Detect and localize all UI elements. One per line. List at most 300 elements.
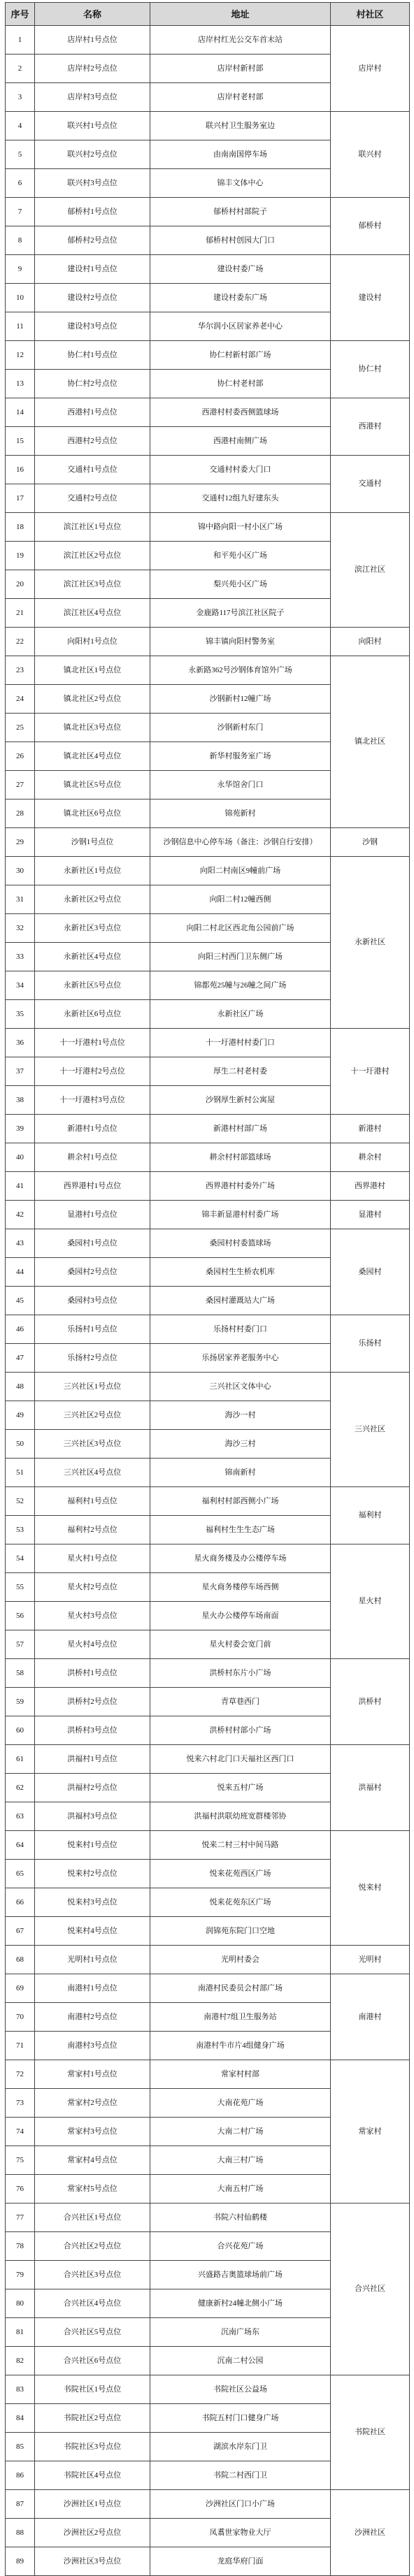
village-name: 悦来村 <box>331 1831 410 1946</box>
site-name: 三兴社区4号点位 <box>35 1459 150 1487</box>
site-name: 常家村1号点位 <box>35 2060 150 2089</box>
row-number: 14 <box>6 398 35 427</box>
site-name: 悦来村4号点位 <box>35 1917 150 1946</box>
village-name: 镇北社区 <box>331 656 410 828</box>
row-number: 89 <box>6 2547 35 2576</box>
table-body <box>6 26 410 2576</box>
site-name: 悦来村1号点位 <box>35 1831 150 1860</box>
site-address: 锦苑新村 <box>150 799 331 828</box>
site-address: 厚生二村老村委 <box>150 1057 331 1086</box>
row-number: 20 <box>6 570 35 599</box>
site-address: 由南南国停车场 <box>150 140 331 169</box>
village-name: 洪桥村 <box>331 1659 410 1745</box>
site-name: 沙钢1号点位 <box>35 828 150 857</box>
row-number: 6 <box>6 169 35 198</box>
village-name: 向阳村 <box>331 628 410 656</box>
site-name: 镇北社区4号点位 <box>35 742 150 771</box>
table-row <box>6 398 410 427</box>
site-address: 桑园村灌溉站大广场 <box>150 1287 331 1315</box>
site-name: 合兴社区2号点位 <box>35 2232 150 2261</box>
village-name: 沙钢 <box>331 828 410 857</box>
village-name: 星火村 <box>331 1544 410 1659</box>
site-name: 镇北社区3号点位 <box>35 714 150 742</box>
site-address: 向阳二村南区9幢前广场 <box>150 857 331 885</box>
row-number: 70 <box>6 2003 35 2032</box>
site-name: 郁桥村2号点位 <box>35 226 150 255</box>
village-name: 联兴村 <box>331 112 410 198</box>
site-address: 洪福村洪联幼班宽群楼邻协 <box>150 1802 331 1831</box>
row-number: 49 <box>6 1401 35 1430</box>
site-name: 新港村1号点位 <box>35 1115 150 1143</box>
table-row <box>6 1115 410 1143</box>
site-address: 润锦苑东院门口空地 <box>150 1917 331 1946</box>
site-address: 向阳二村12幢西侧 <box>150 885 331 914</box>
village-name: 交通村 <box>331 456 410 513</box>
row-number: 65 <box>6 1860 35 1888</box>
row-number: 74 <box>6 2118 35 2146</box>
row-number: 19 <box>6 542 35 570</box>
row-number: 67 <box>6 1917 35 1946</box>
site-address: 郁桥村村创园大门口 <box>150 226 331 255</box>
site-name: 联兴村2号点位 <box>35 140 150 169</box>
table-row <box>6 26 410 55</box>
site-address: 协仁村老村部 <box>150 370 331 398</box>
village-name: 滨江社区 <box>331 513 410 628</box>
site-name: 书院社区4号点位 <box>35 2461 150 2490</box>
site-name: 合兴社区3号点位 <box>35 2261 150 2289</box>
row-number: 63 <box>6 1802 35 1831</box>
site-address: 交通村12组九好建东头 <box>150 484 331 513</box>
row-number: 54 <box>6 1544 35 1573</box>
site-address: 沙洲社区门口小广场 <box>150 2490 331 2519</box>
table-row <box>6 1029 410 1057</box>
table-row <box>6 656 410 685</box>
header-name: 名称 <box>35 3 150 26</box>
row-number: 78 <box>6 2232 35 2261</box>
row-number: 68 <box>6 1946 35 1974</box>
village-name: 合兴社区 <box>331 2204 410 2375</box>
site-name: 三兴社区1号点位 <box>35 1373 150 1401</box>
site-address: 新华村服务室广场 <box>150 742 331 771</box>
row-number: 56 <box>6 1602 35 1630</box>
row-number: 51 <box>6 1459 35 1487</box>
row-number: 43 <box>6 1229 35 1258</box>
row-number: 34 <box>6 971 35 1000</box>
row-number: 18 <box>6 513 35 542</box>
site-name: 店岸村1号点位 <box>35 26 150 55</box>
row-number: 71 <box>6 2032 35 2060</box>
table-row <box>6 828 410 857</box>
site-address: 沙钢新村12幢广场 <box>150 685 331 714</box>
row-number: 59 <box>6 1688 35 1716</box>
site-address: 乐扬居家养老服务中心 <box>150 1344 331 1373</box>
site-name: 耕余村1号点位 <box>35 1143 150 1172</box>
site-name: 桑园村1号点位 <box>35 1229 150 1258</box>
site-address: 金鹿路117号滨江社区院子 <box>150 599 331 628</box>
table-row <box>6 513 410 542</box>
site-name: 星火村2号点位 <box>35 1573 150 1602</box>
site-name: 乐扬村2号点位 <box>35 1344 150 1373</box>
site-address: 联兴村卫生服务室边 <box>150 112 331 140</box>
site-name: 西港村2号点位 <box>35 427 150 456</box>
site-address: 大南三村广场 <box>150 2146 331 2175</box>
site-name: 福利村2号点位 <box>35 1516 150 1544</box>
row-number: 23 <box>6 656 35 685</box>
site-name: 镇北社区1号点位 <box>35 656 150 685</box>
site-name: 西界港村1号点位 <box>35 1172 150 1201</box>
site-address: 永新社区广场 <box>150 1000 331 1029</box>
site-address: 海沙一村 <box>150 1401 331 1430</box>
site-name: 建设村1号点位 <box>35 255 150 284</box>
row-number: 87 <box>6 2490 35 2519</box>
row-number: 4 <box>6 112 35 140</box>
table-row <box>6 198 410 226</box>
table-row <box>6 1143 410 1172</box>
site-address: 南港村牛市片4组健身广场 <box>150 2032 331 2060</box>
site-address: 常家村村部 <box>150 2060 331 2089</box>
site-address: 西界港村村委外广场 <box>150 1172 331 1201</box>
site-name: 三兴社区2号点位 <box>35 1401 150 1430</box>
site-name: 洪桥村1号点位 <box>35 1659 150 1688</box>
row-number: 35 <box>6 1000 35 1029</box>
row-number: 25 <box>6 714 35 742</box>
table-row <box>6 857 410 885</box>
row-number: 46 <box>6 1315 35 1344</box>
village-name: 乐扬村 <box>331 1315 410 1373</box>
site-address: 永新路362号沙钢体育馆外广场 <box>150 656 331 685</box>
site-address: 海沙三村 <box>150 1430 331 1459</box>
row-number: 7 <box>6 198 35 226</box>
site-name: 沙洲社区1号点位 <box>35 2490 150 2519</box>
header-address: 地址 <box>150 3 331 26</box>
row-number: 86 <box>6 2461 35 2490</box>
row-number: 64 <box>6 1831 35 1860</box>
site-address: 凤翥世家物业大厅 <box>150 2519 331 2547</box>
table-row <box>6 2204 410 2232</box>
site-address: 协仁村新村部广场 <box>150 341 331 370</box>
site-name: 洪福村2号点位 <box>35 1774 150 1802</box>
site-address: 青草巷西门 <box>150 1688 331 1716</box>
row-number: 10 <box>6 284 35 312</box>
row-number: 79 <box>6 2261 35 2289</box>
row-number: 44 <box>6 1258 35 1287</box>
site-name: 乐扬村1号点位 <box>35 1315 150 1344</box>
site-address: 大南花苑广场 <box>150 2089 331 2118</box>
village-name: 桑园村 <box>331 1229 410 1315</box>
site-address: 锦都苑25幢与26幢之间广场 <box>150 971 331 1000</box>
site-name: 十一圩港村3号点位 <box>35 1086 150 1115</box>
site-address: 星火商务楼停车场西侧 <box>150 1573 331 1602</box>
site-name: 十一圩港村1号点位 <box>35 1029 150 1057</box>
site-address: 和平苑小区广场 <box>150 542 331 570</box>
header-village: 村社区 <box>331 3 410 26</box>
site-name: 沙洲社区3号点位 <box>35 2547 150 2576</box>
site-name: 星火村1号点位 <box>35 1544 150 1573</box>
village-name: 协仁村 <box>331 341 410 398</box>
table-row <box>6 1315 410 1344</box>
row-number: 37 <box>6 1057 35 1086</box>
site-name: 交通村1号点位 <box>35 456 150 484</box>
site-name: 洪福村1号点位 <box>35 1745 150 1774</box>
row-number: 9 <box>6 255 35 284</box>
site-name: 星火村3号点位 <box>35 1602 150 1630</box>
site-address: 郁桥村村部院子 <box>150 198 331 226</box>
village-name: 店岸村 <box>331 26 410 112</box>
row-number: 61 <box>6 1745 35 1774</box>
row-number: 57 <box>6 1630 35 1659</box>
site-address: 三兴社区文体中心 <box>150 1373 331 1401</box>
site-name: 永新社区4号点位 <box>35 943 150 971</box>
site-name: 十一圩港村2号点位 <box>35 1057 150 1086</box>
site-name: 常家村3号点位 <box>35 2118 150 2146</box>
site-name: 滨江社区3号点位 <box>35 570 150 599</box>
site-name: 合兴社区1号点位 <box>35 2204 150 2232</box>
site-address: 书院六村仙鹤楼 <box>150 2204 331 2232</box>
site-address: 店岸村老村部 <box>150 83 331 112</box>
site-name: 协仁村1号点位 <box>35 341 150 370</box>
table-row <box>6 2060 410 2089</box>
site-address: 大南五村广场 <box>150 2175 331 2204</box>
site-address: 华尔润小区居家养老中心 <box>150 312 331 341</box>
site-address: 龙庭华府门面 <box>150 2547 331 2576</box>
row-number: 39 <box>6 1115 35 1143</box>
row-number: 38 <box>6 1086 35 1115</box>
site-address: 南港村民委员会村部广场 <box>150 1974 331 2003</box>
site-name: 联兴村1号点位 <box>35 112 150 140</box>
table-row <box>6 1373 410 1401</box>
site-address: 合兴花苑广场 <box>150 2232 331 2261</box>
site-name: 桑园村2号点位 <box>35 1258 150 1287</box>
row-number: 22 <box>6 628 35 656</box>
village-name: 光明村 <box>331 1946 410 1974</box>
site-address: 沉南广场东 <box>150 2318 331 2347</box>
village-name: 耕余村 <box>331 1143 410 1172</box>
site-name: 书院社区1号点位 <box>35 2375 150 2404</box>
site-name: 永新社区1号点位 <box>35 857 150 885</box>
row-number: 88 <box>6 2519 35 2547</box>
row-number: 8 <box>6 226 35 255</box>
site-address: 店岸村新村部 <box>150 55 331 83</box>
row-number: 55 <box>6 1573 35 1602</box>
row-number: 45 <box>6 1287 35 1315</box>
row-number: 1 <box>6 26 35 55</box>
site-name: 书院社区2号点位 <box>35 2404 150 2433</box>
table-row <box>6 112 410 140</box>
village-name: 显港村 <box>331 1201 410 1229</box>
site-address: 十一圩港村村委门口 <box>150 1029 331 1057</box>
site-address: 福利村生生生态广场 <box>150 1516 331 1544</box>
row-number: 66 <box>6 1888 35 1917</box>
site-name: 洪桥村2号点位 <box>35 1688 150 1716</box>
site-name: 永新社区5号点位 <box>35 971 150 1000</box>
site-name: 桑园村3号点位 <box>35 1287 150 1315</box>
row-number: 31 <box>6 885 35 914</box>
row-number: 72 <box>6 2060 35 2089</box>
site-name: 合兴社区5号点位 <box>35 2318 150 2347</box>
row-number: 73 <box>6 2089 35 2118</box>
row-number: 21 <box>6 599 35 628</box>
row-number: 17 <box>6 484 35 513</box>
site-name: 南港村2号点位 <box>35 2003 150 2032</box>
site-address: 桑园村村委篮球场 <box>150 1229 331 1258</box>
site-address: 梨兴苑小区广场 <box>150 570 331 599</box>
site-name: 常家村4号点位 <box>35 2146 150 2175</box>
site-name: 常家村5号点位 <box>35 2175 150 2204</box>
table-row <box>6 1544 410 1573</box>
site-address: 悦来花苑东区广场 <box>150 1888 331 1917</box>
site-address: 锦丰文体中心 <box>150 169 331 198</box>
village-name: 十一圩港村 <box>331 1029 410 1115</box>
table-row <box>6 456 410 484</box>
row-number: 41 <box>6 1172 35 1201</box>
row-number: 29 <box>6 828 35 857</box>
site-name: 合兴社区4号点位 <box>35 2289 150 2318</box>
site-address: 悦来二村三村中间马路 <box>150 1831 331 1860</box>
site-address: 西港村村委西侧篮球场 <box>150 398 331 427</box>
village-name: 常家村 <box>331 2060 410 2204</box>
table-row <box>6 255 410 284</box>
site-name: 永新社区2号点位 <box>35 885 150 914</box>
village-name: 南港村 <box>331 1974 410 2060</box>
row-number: 84 <box>6 2404 35 2433</box>
site-address: 健康新村24幢北侧小广场 <box>150 2289 331 2318</box>
table-row <box>6 341 410 370</box>
row-number: 15 <box>6 427 35 456</box>
row-number: 58 <box>6 1659 35 1688</box>
site-address: 兴盛路吉奥篮球场前广场 <box>150 2261 331 2289</box>
row-number: 26 <box>6 742 35 771</box>
row-number: 3 <box>6 83 35 112</box>
site-address: 耕余村村部篮球场 <box>150 1143 331 1172</box>
site-name: 滨江社区1号点位 <box>35 513 150 542</box>
site-address: 光明村委会 <box>150 1946 331 1974</box>
site-name: 店岸村2号点位 <box>35 55 150 83</box>
site-name: 南港村1号点位 <box>35 1974 150 2003</box>
village-name: 书院社区 <box>331 2375 410 2490</box>
site-address: 书院社区公益场 <box>150 2375 331 2404</box>
row-number: 13 <box>6 370 35 398</box>
site-address: 南港村7组卫生服务站 <box>150 2003 331 2032</box>
site-address: 沙钢厚生新村公寓屋 <box>150 1086 331 1115</box>
row-number: 42 <box>6 1201 35 1229</box>
row-number: 28 <box>6 799 35 828</box>
table-row <box>6 2375 410 2404</box>
site-address: 锦丰新显港村村委广场 <box>150 1201 331 1229</box>
site-name: 悦来村2号点位 <box>35 1860 150 1888</box>
row-number: 48 <box>6 1373 35 1401</box>
table-row <box>6 1229 410 1258</box>
row-number: 50 <box>6 1430 35 1459</box>
row-number: 83 <box>6 2375 35 2404</box>
row-number: 2 <box>6 55 35 83</box>
site-address: 洪桥村村部小广场 <box>150 1716 331 1745</box>
table-row <box>6 1974 410 2003</box>
site-address: 交通村村委大门口 <box>150 456 331 484</box>
site-address: 星火村委会宽门前 <box>150 1630 331 1659</box>
site-address: 西港村南侧广场 <box>150 427 331 456</box>
village-name: 沙洲社区 <box>331 2490 410 2576</box>
site-address: 锦南新村 <box>150 1459 331 1487</box>
row-number: 30 <box>6 857 35 885</box>
village-name: 永新社区 <box>331 857 410 1029</box>
site-name: 镇北社区6号点位 <box>35 799 150 828</box>
row-number: 62 <box>6 1774 35 1802</box>
site-address: 悦来花苑西区广场 <box>150 1860 331 1888</box>
row-number: 12 <box>6 341 35 370</box>
site-name: 福利村1号点位 <box>35 1487 150 1516</box>
village-name: 新港村 <box>331 1115 410 1143</box>
row-number: 75 <box>6 2146 35 2175</box>
row-number: 32 <box>6 914 35 943</box>
row-number: 27 <box>6 771 35 799</box>
row-number: 69 <box>6 1974 35 2003</box>
site-name: 沙洲社区2号点位 <box>35 2519 150 2547</box>
row-number: 85 <box>6 2433 35 2461</box>
site-address: 向阳二村北区西北角公园前广场 <box>150 914 331 943</box>
site-name: 洪福村3号点位 <box>35 1802 150 1831</box>
site-address: 建设村委东广场 <box>150 284 331 312</box>
table-row <box>6 1946 410 1974</box>
table-row <box>6 1201 410 1229</box>
row-number: 36 <box>6 1029 35 1057</box>
table-row <box>6 2490 410 2519</box>
site-name: 协仁村2号点位 <box>35 370 150 398</box>
row-number: 60 <box>6 1716 35 1745</box>
village-name: 郁桥村 <box>331 198 410 255</box>
row-number: 5 <box>6 140 35 169</box>
row-number: 81 <box>6 2318 35 2347</box>
village-name: 西界港村 <box>331 1172 410 1201</box>
row-number: 11 <box>6 312 35 341</box>
village-name: 三兴社区 <box>331 1373 410 1487</box>
site-address: 沙钢新村东门 <box>150 714 331 742</box>
site-address: 向阳三村西门卫东侧广场 <box>150 943 331 971</box>
site-address: 锦中路向阳一村小区广场 <box>150 513 331 542</box>
row-number: 40 <box>6 1143 35 1172</box>
site-address: 湖滨水岸东门卫 <box>150 2433 331 2461</box>
site-name: 向阳村1号点位 <box>35 628 150 656</box>
site-name: 滨江社区2号点位 <box>35 542 150 570</box>
site-name: 显港村1号点位 <box>35 1201 150 1229</box>
row-number: 53 <box>6 1516 35 1544</box>
site-address: 建设村委广场 <box>150 255 331 284</box>
site-address: 新港村村部广场 <box>150 1115 331 1143</box>
site-address: 永华馆舍门口 <box>150 771 331 799</box>
table-row <box>6 1831 410 1860</box>
header-row <box>6 3 410 26</box>
header-number: 序号 <box>6 3 35 26</box>
village-name: 洪福村 <box>331 1745 410 1831</box>
village-name: 福利村 <box>331 1487 410 1544</box>
site-name: 郁桥村1号点位 <box>35 198 150 226</box>
site-name: 西港村1号点位 <box>35 398 150 427</box>
site-name: 三兴社区3号点位 <box>35 1430 150 1459</box>
site-name: 滨江社区4号点位 <box>35 599 150 628</box>
site-address: 店岸村红光公交车首末站 <box>150 26 331 55</box>
site-name: 店岸村3号点位 <box>35 83 150 112</box>
table-row <box>6 1659 410 1688</box>
site-address: 桑园村生生桥农机库 <box>150 1258 331 1287</box>
site-address: 书院二村西门卫 <box>150 2461 331 2490</box>
site-name: 星火村4号点位 <box>35 1630 150 1659</box>
site-address: 锦丰镇向阳村警务室 <box>150 628 331 656</box>
row-number: 80 <box>6 2289 35 2318</box>
site-address: 沉南二村公园 <box>150 2347 331 2375</box>
row-number: 77 <box>6 2204 35 2232</box>
row-number: 16 <box>6 456 35 484</box>
site-list-table <box>5 2 410 2576</box>
site-name: 常家村2号点位 <box>35 2089 150 2118</box>
